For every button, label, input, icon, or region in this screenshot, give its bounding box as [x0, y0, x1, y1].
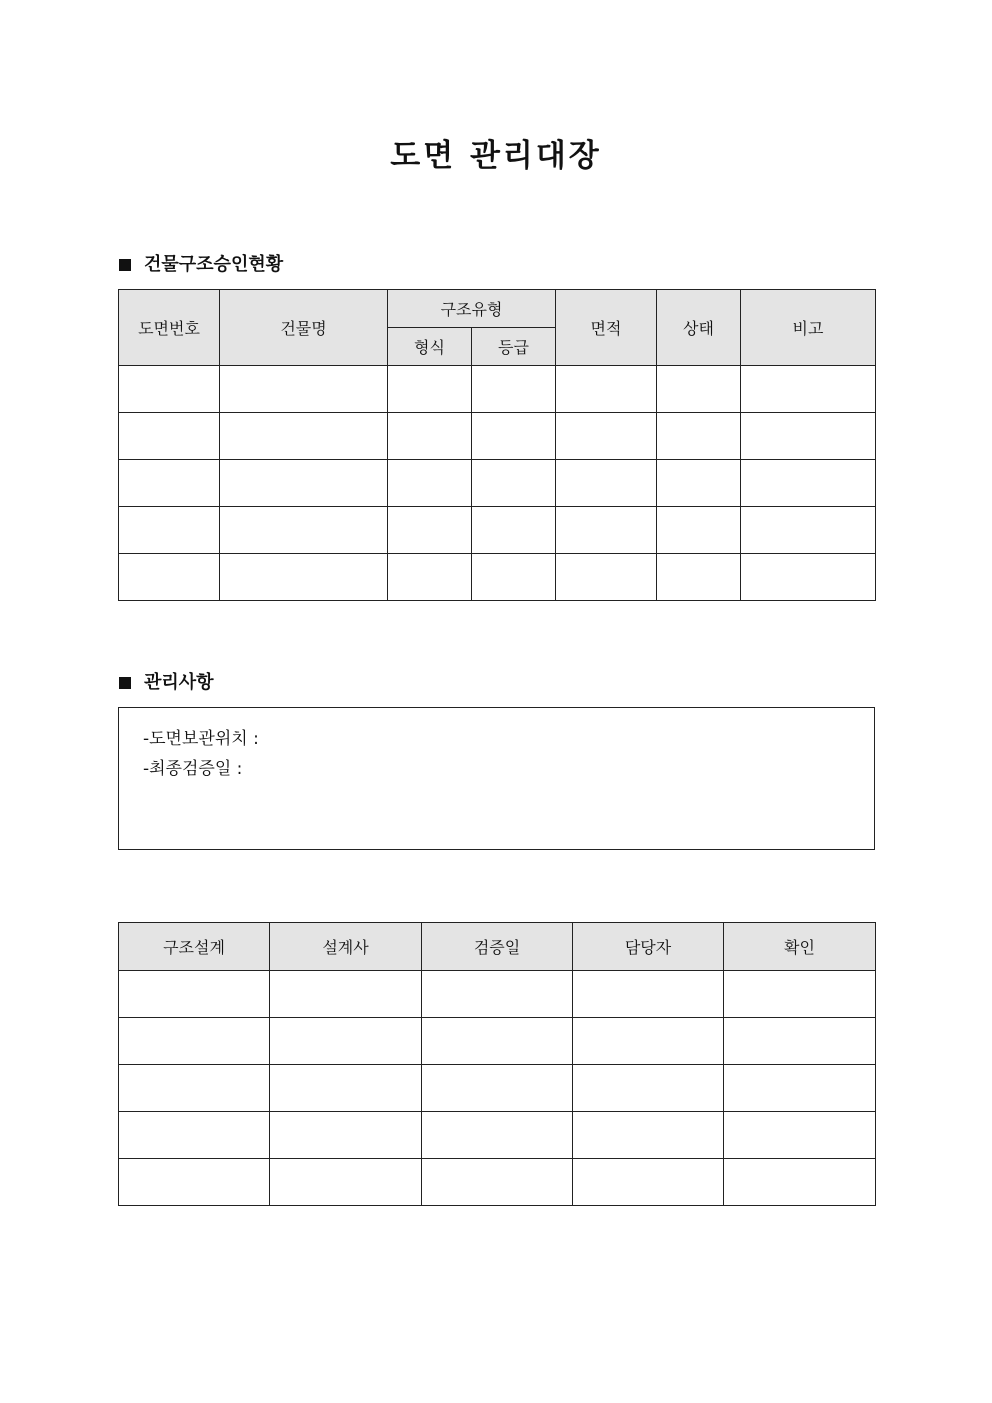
table-cell[interactable] [119, 1018, 270, 1065]
table-cell[interactable] [220, 554, 388, 601]
table-cell[interactable] [472, 507, 556, 554]
table-cell[interactable] [472, 554, 556, 601]
section-heading-building-approval [119, 253, 283, 277]
table-cell[interactable] [220, 460, 388, 507]
table-cell[interactable] [119, 554, 220, 601]
table-cell[interactable] [657, 460, 741, 507]
table-cell[interactable] [270, 971, 422, 1018]
table-cell[interactable] [270, 1159, 422, 1206]
table-cell[interactable] [472, 413, 556, 460]
table-cell[interactable] [741, 507, 876, 554]
header-status: 상태 [657, 290, 741, 366]
table-row [119, 554, 876, 601]
table-cell[interactable] [556, 413, 657, 460]
page-title: 도면 관리대장 [390, 138, 602, 174]
header-drawing-no: 도면번호 [119, 290, 220, 366]
header-confirm: 확인 [724, 923, 876, 971]
table-cell[interactable] [388, 507, 472, 554]
table-cell[interactable] [220, 413, 388, 460]
management-notes-box [118, 707, 875, 850]
table-cell[interactable] [388, 366, 472, 413]
table-cell[interactable] [119, 1159, 270, 1206]
header-structure-type: 구조유형 [388, 290, 556, 328]
table-row [119, 460, 876, 507]
table-cell[interactable] [724, 1112, 876, 1159]
table-cell[interactable] [741, 460, 876, 507]
table-cell[interactable] [119, 413, 220, 460]
table-cell[interactable] [119, 971, 270, 1018]
building-approval-table [118, 289, 876, 601]
table-row [119, 971, 876, 1018]
table-cell[interactable] [119, 1065, 270, 1112]
table-cell[interactable] [119, 460, 220, 507]
table-cell[interactable] [422, 1065, 573, 1112]
table-cell[interactable] [422, 1018, 573, 1065]
table-cell[interactable] [741, 554, 876, 601]
table-cell[interactable] [556, 366, 657, 413]
table-cell[interactable] [220, 366, 388, 413]
table-cell[interactable] [573, 1018, 724, 1065]
table-cell[interactable] [422, 1112, 573, 1159]
table-row [119, 1112, 876, 1159]
table-cell[interactable] [724, 1065, 876, 1112]
header-structural-design: 구조설계 [119, 923, 270, 971]
table-row [119, 507, 876, 554]
table-row [119, 1159, 876, 1206]
table-cell[interactable] [724, 971, 876, 1018]
header-designer: 설계사 [270, 923, 422, 971]
table-cell[interactable] [573, 971, 724, 1018]
table-cell[interactable] [573, 1065, 724, 1112]
section-heading-text: 건물구조승인현황 [144, 254, 284, 275]
table-cell[interactable] [741, 413, 876, 460]
table-cell[interactable] [556, 507, 657, 554]
table-row [119, 1065, 876, 1112]
note-last-verified: -최종검증일 : [143, 759, 243, 779]
table-cell[interactable] [270, 1018, 422, 1065]
square-bullet-icon [119, 259, 131, 271]
section-heading-text: 관리사항 [144, 672, 214, 693]
table-cell[interactable] [388, 460, 472, 507]
table-cell[interactable] [472, 460, 556, 507]
structural-design-table [118, 922, 876, 1206]
table-cell[interactable] [270, 1112, 422, 1159]
table-row [119, 413, 876, 460]
table-cell[interactable] [119, 1112, 270, 1159]
note-storage-location: -도면보관위치 : [143, 729, 259, 749]
table-cell[interactable] [472, 366, 556, 413]
header-remarks: 비고 [741, 290, 876, 366]
table-cell[interactable] [556, 554, 657, 601]
table-cell[interactable] [422, 971, 573, 1018]
header-verification-date: 검증일 [422, 923, 573, 971]
table-cell[interactable] [270, 1065, 422, 1112]
header-manager: 담당자 [573, 923, 724, 971]
table-row [119, 1018, 876, 1065]
table-cell[interactable] [422, 1159, 573, 1206]
table-cell[interactable] [657, 507, 741, 554]
table-cell[interactable] [724, 1018, 876, 1065]
table-cell[interactable] [724, 1159, 876, 1206]
table-cell[interactable] [220, 507, 388, 554]
table-cell[interactable] [741, 366, 876, 413]
header-building-name: 건물명 [220, 290, 388, 366]
header-grade: 등급 [472, 328, 556, 366]
table-cell[interactable] [556, 460, 657, 507]
table-cell[interactable] [573, 1112, 724, 1159]
table-cell[interactable] [119, 507, 220, 554]
table-cell[interactable] [657, 366, 741, 413]
header-form: 형식 [388, 328, 472, 366]
table-cell[interactable] [657, 413, 741, 460]
table-cell[interactable] [573, 1159, 724, 1206]
table-cell[interactable] [388, 413, 472, 460]
table-cell[interactable] [657, 554, 741, 601]
section-heading-management [119, 671, 214, 695]
header-area: 면적 [556, 290, 657, 366]
table-row [119, 366, 876, 413]
table-cell[interactable] [119, 366, 220, 413]
square-bullet-icon [119, 677, 131, 689]
table-cell[interactable] [388, 554, 472, 601]
